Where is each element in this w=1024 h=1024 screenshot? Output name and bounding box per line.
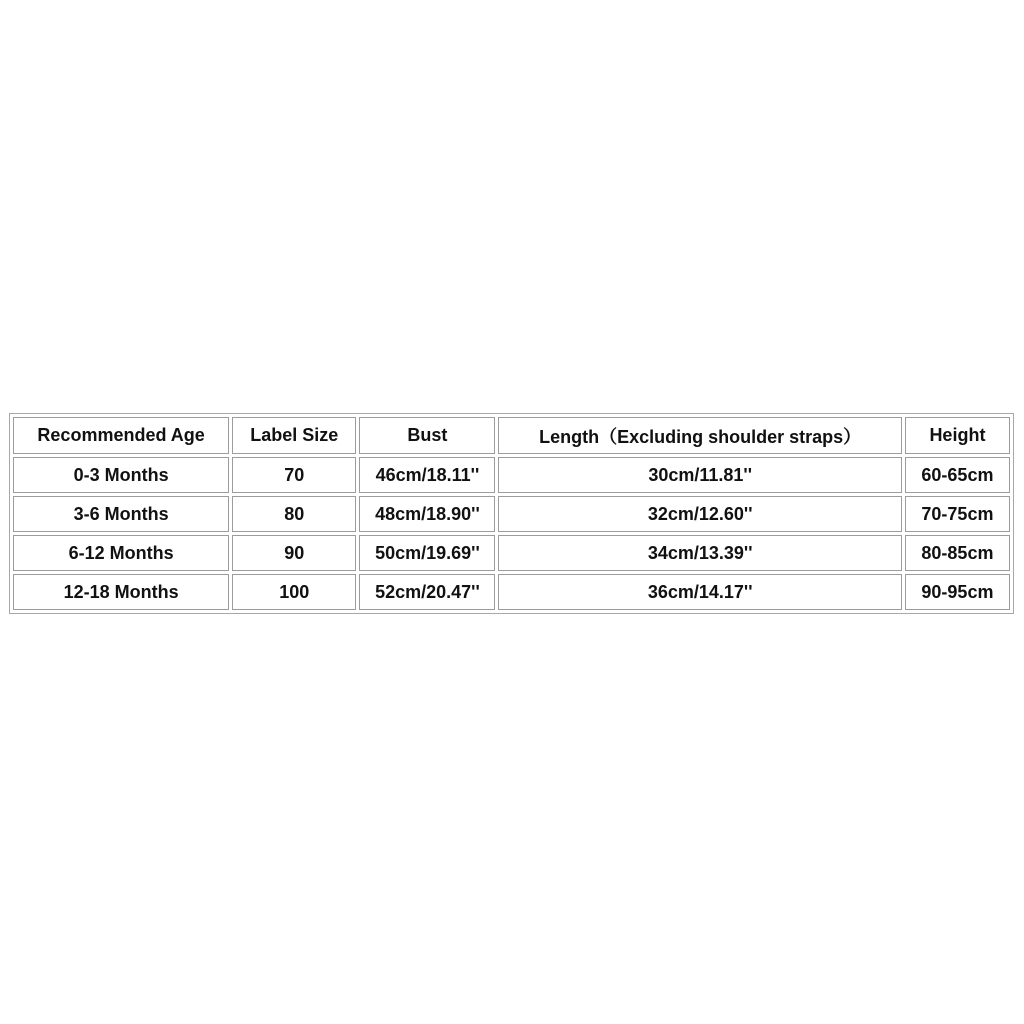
header-height: Height [905, 417, 1010, 454]
cell-label-size: 70 [232, 457, 356, 493]
cell-height: 90-95cm [905, 574, 1010, 610]
cell-length: 34cm/13.39'' [498, 535, 901, 571]
cell-length: 30cm/11.81'' [498, 457, 901, 493]
cell-height: 60-65cm [905, 457, 1010, 493]
cell-length: 32cm/12.60'' [498, 496, 901, 532]
table-header-row [13, 417, 1010, 454]
cell-bust: 50cm/19.69'' [359, 535, 495, 571]
cell-bust: 48cm/18.90'' [359, 496, 495, 532]
cell-height: 70-75cm [905, 496, 1010, 532]
table-row [13, 535, 1010, 571]
cell-label-size: 90 [232, 535, 356, 571]
cell-age: 12-18 Months [13, 574, 229, 610]
table-row [13, 574, 1010, 610]
size-chart-table [9, 413, 1014, 614]
cell-length: 36cm/14.17'' [498, 574, 901, 610]
header-bust: Bust [359, 417, 495, 454]
table-row [13, 496, 1010, 532]
cell-bust: 46cm/18.11'' [359, 457, 495, 493]
header-length: Length（Excluding shoulder straps） [498, 417, 901, 454]
header-recommended-age: Recommended Age [13, 417, 229, 454]
table-row [13, 457, 1010, 493]
cell-age: 0-3 Months [13, 457, 229, 493]
cell-label-size: 80 [232, 496, 356, 532]
header-label-size: Label Size [232, 417, 356, 454]
cell-age: 6-12 Months [13, 535, 229, 571]
cell-label-size: 100 [232, 574, 356, 610]
cell-bust: 52cm/20.47'' [359, 574, 495, 610]
cell-age: 3-6 Months [13, 496, 229, 532]
cell-height: 80-85cm [905, 535, 1010, 571]
